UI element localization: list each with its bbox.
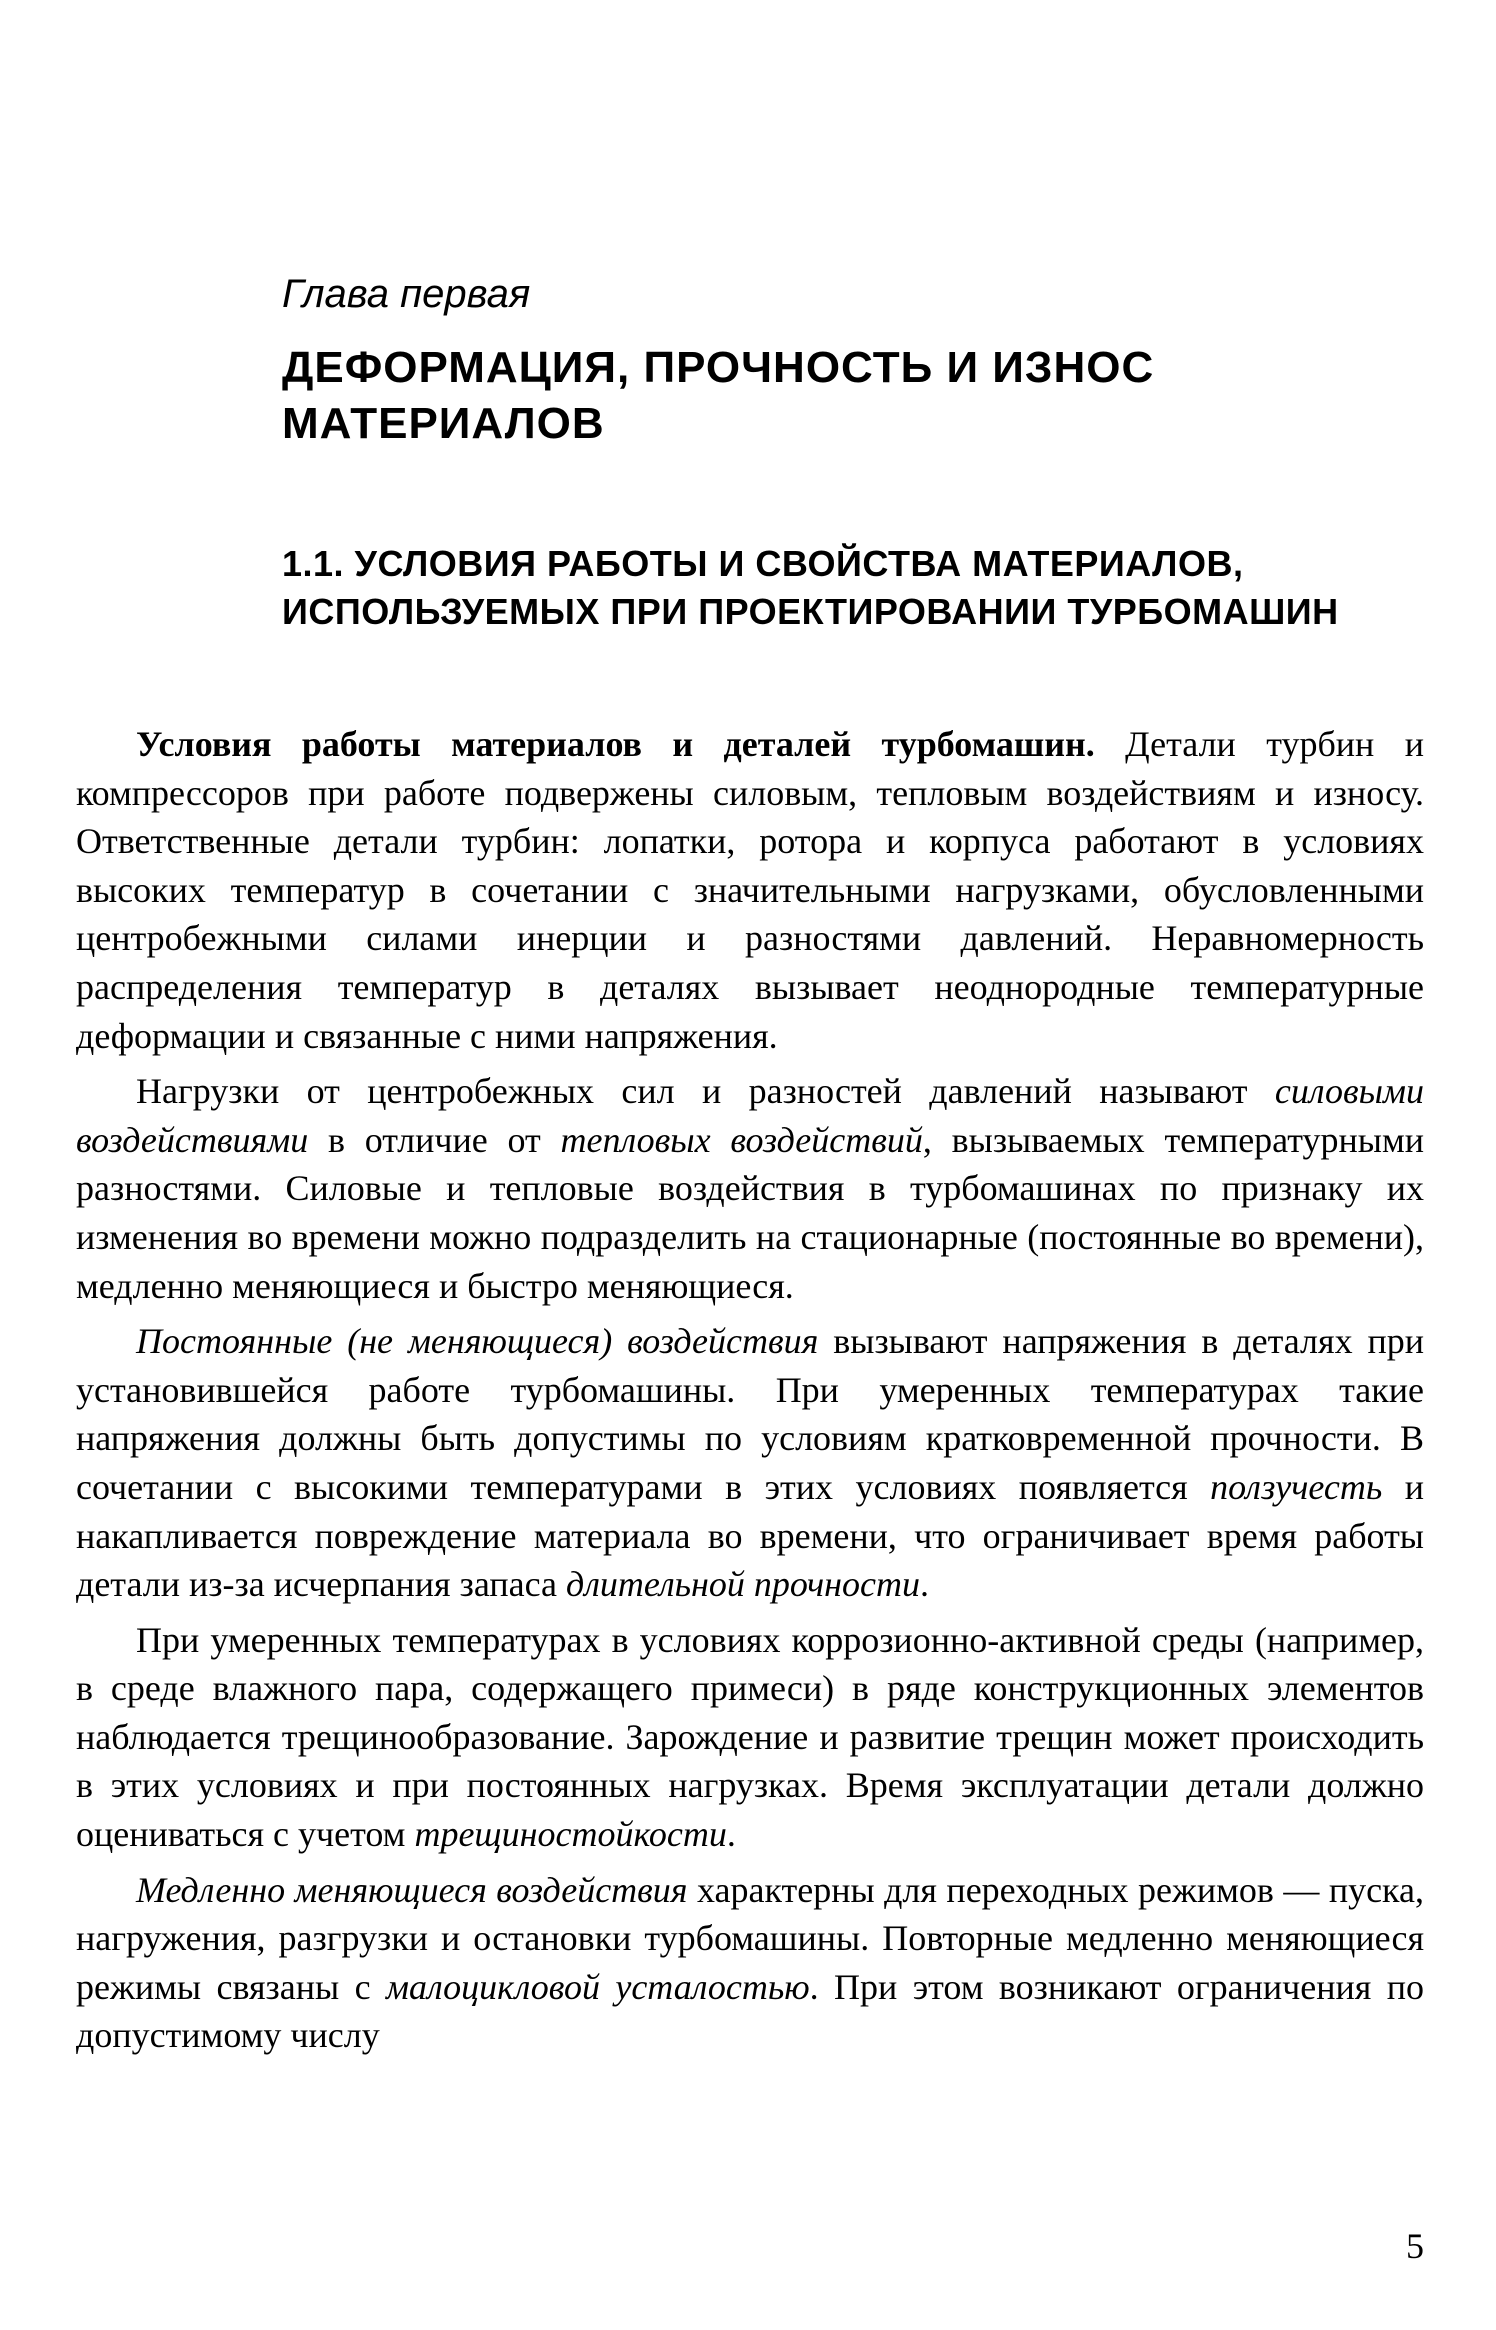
term-italic: трещиностойкости (414, 1814, 727, 1855)
paragraph-text: и накапливается повреждение материала во времени, что ограничивает время работы детали из-за исчерпания запаса (76, 1466, 1424, 1605)
run-in-heading: Условия работы материалов и деталей турбомашин. (136, 724, 1095, 764)
paragraph-text: , вызываемых температурными разностями. Силовые и тепловые воздействия в турбомашинах по признаку их изменения во времени можно подразделить на стационарные (постоянные во времени), медленно меняющиеся и быстро меняющиеся. (76, 1119, 1424, 1306)
paragraph-text: . При этом возникают ограничения по допустимому числу (76, 1966, 1424, 2056)
paragraph-2 (76, 1067, 1424, 1310)
paragraph-1 (76, 720, 1424, 1060)
paragraph-text: . (920, 1564, 929, 1605)
paragraph-text: Нагрузки от центробежных сил и разностей давлений называют (136, 1071, 1275, 1112)
chapter-title: ДЕФОРМАЦИЯ, ПРОЧНОСТЬ И ИЗНОС МАТЕРИАЛОВ (282, 343, 1155, 448)
chapter-label: Глава первая (282, 272, 531, 316)
paragraph-3 (76, 1317, 1424, 1609)
page-number: 5 (1406, 2226, 1424, 2266)
paragraph-text: Детали турбин и компрессоров при работе подвержены силовым, тепловым воздействиям и износу. Ответственные детали турбин: лопатки, ротора и корпуса работают в условиях высоких температур в сочетании с значительными нагрузками, обусловленными центробежными силами инерции и разностями давлений. Неравномерность распределения температур в деталях вызывает неоднородные температурные деформации и связанные с ними напряжения. (76, 724, 1424, 1056)
paragraph-text: характерны для переходных режимов — пуска, нагружения, разгрузки и остановки турбомашины. Повторные медленно меняющиеся режимы связаны с (76, 1869, 1424, 2007)
term-italic: малоцикловой усталостью (385, 1966, 810, 2007)
paragraph-text: При умеренных температурах в условиях коррозионно-активной среды (например, в среде влажного пара, содержащего примеси) в ряде конструкционных элементов наблюдается трещинообразование. Зарождение и развитие трещин может происходить в этих условиях и при постоянных нагрузках. Время эксплуатации детали должно оцениваться с учетом (76, 1619, 1424, 1855)
term-italic: силовыми воздействиями (76, 1071, 1424, 1160)
paragraph-5 (76, 1866, 1424, 2060)
paragraph-text: вызывают напряжения в деталях при установившейся работе турбомашины. При умеренных температурах такие напряжения должны быть допустимы по условиям кратковременной прочности. В сочетании с высокими температурами в этих условиях появляется (76, 1321, 1424, 1507)
paragraph-text: в отличие от (308, 1119, 561, 1160)
term-italic: Постоянные (не меняющиеся) воздействия (136, 1321, 819, 1362)
section-title: 1.1. УСЛОВИЯ РАБОТЫ И СВОЙСТВА МАТЕРИАЛОВ, ИСПОЛЬЗУЕМЫХ ПРИ ПРОЕКТИРОВАНИИ ТУРБОМАШИН (282, 543, 1339, 632)
term-italic: Медленно меняющиеся воздействия (136, 1869, 688, 1910)
term-italic: тепловых воздействий (560, 1119, 923, 1160)
term-italic: длительной прочности (565, 1564, 920, 1605)
paragraph-4 (76, 1616, 1424, 1859)
term-italic: ползучесть (1210, 1466, 1383, 1507)
body-text (76, 720, 1424, 2060)
paragraph-text: . (726, 1814, 736, 1855)
